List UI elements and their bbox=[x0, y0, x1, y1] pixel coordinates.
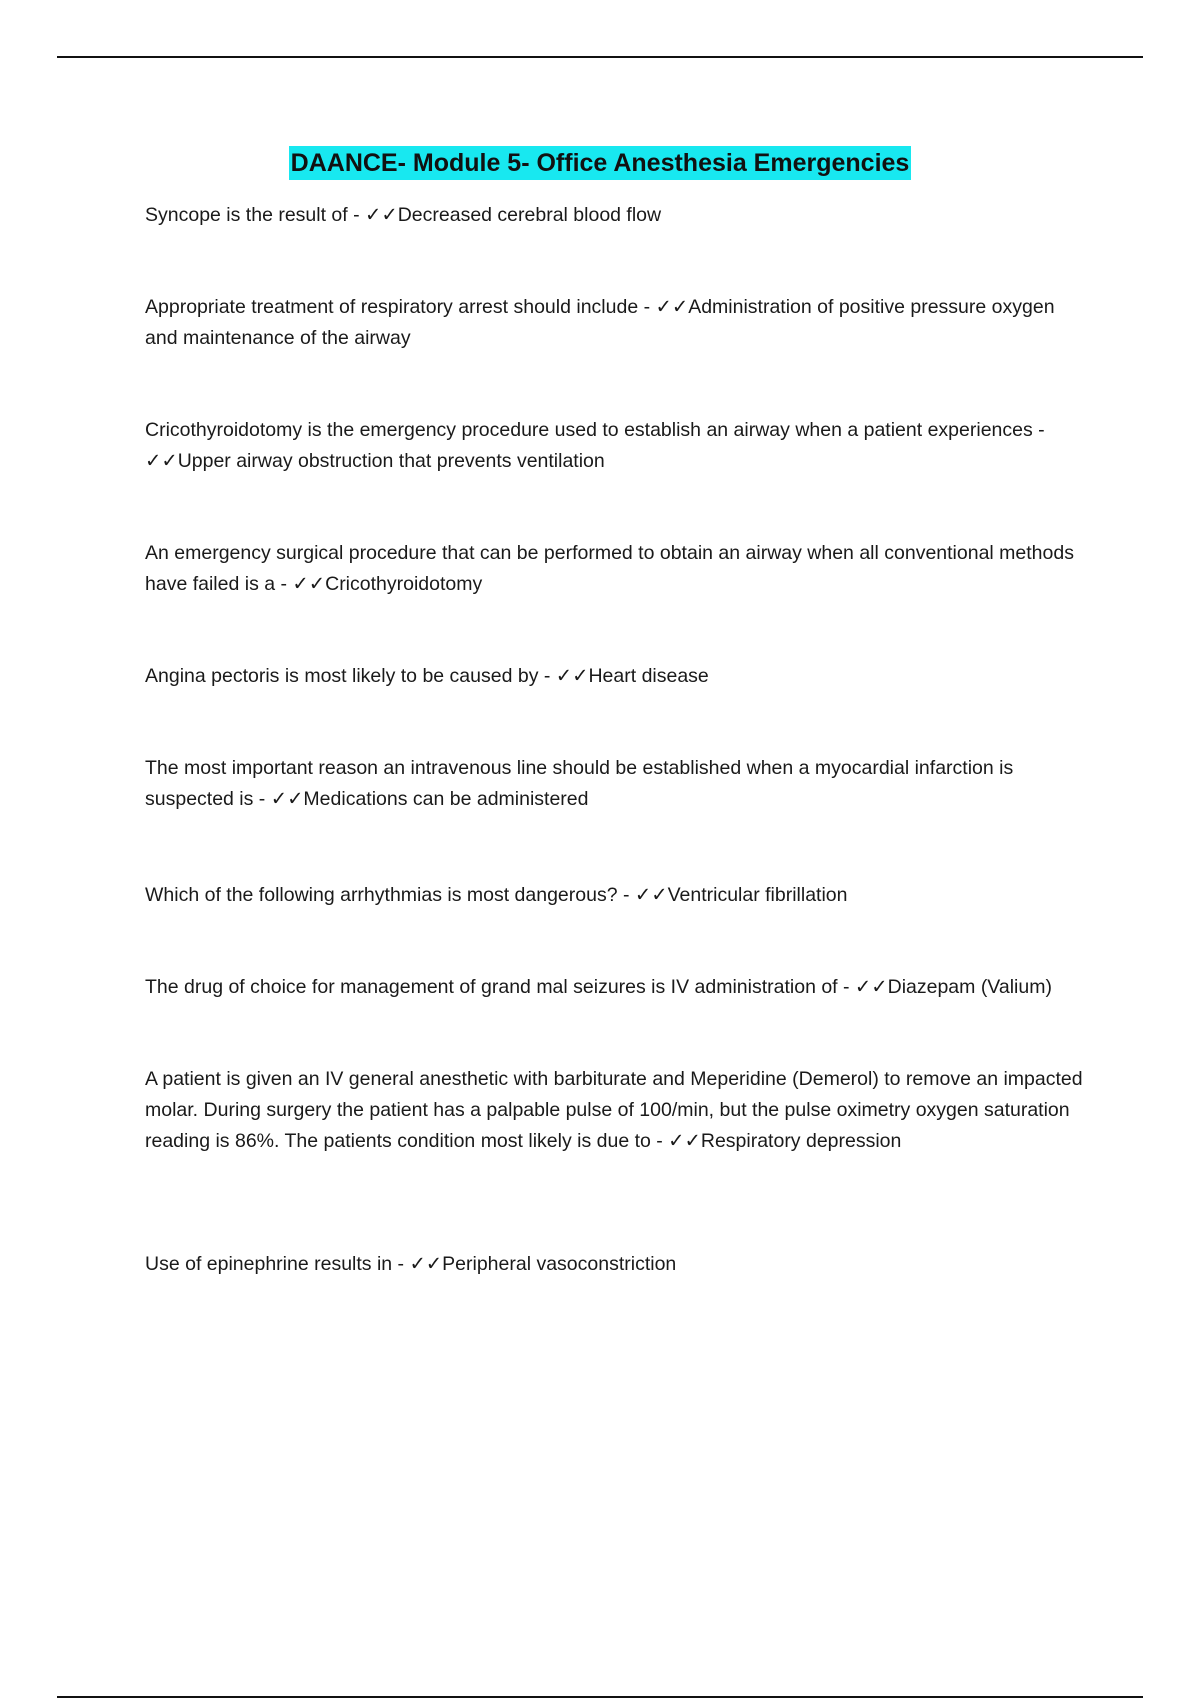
qa-item-8 bbox=[145, 972, 1085, 1003]
question-text: Cricothyroidotomy is the emergency procedure used to establish an airway when a patient experiences - bbox=[145, 419, 1045, 441]
answer-text: Heart disease bbox=[588, 665, 709, 687]
check-icon: ✓✓ bbox=[854, 976, 888, 998]
top-rule bbox=[57, 56, 1143, 58]
qa-item-1 bbox=[145, 200, 1085, 231]
document-title: DAANCE- Module 5- Office Anesthesia Emergencies bbox=[289, 146, 912, 180]
answer-text: Peripheral vasoconstriction bbox=[442, 1253, 677, 1275]
qa-item-6 bbox=[145, 753, 1085, 815]
check-icon: ✓✓ bbox=[145, 450, 178, 472]
qa-item-5 bbox=[145, 661, 1085, 692]
answer-text: Respiratory depression bbox=[700, 1130, 902, 1152]
qa-item-3 bbox=[145, 415, 1085, 477]
answer-text: Administration of positive pressure oxygen and maintenance of the airway bbox=[145, 296, 1055, 349]
answer-text: Cricothyroidotomy bbox=[325, 573, 483, 595]
qa-item-10 bbox=[145, 1249, 1085, 1280]
question-text: The drug of choice for management of grand mal seizures is IV administration of - bbox=[145, 976, 855, 998]
question-text: Syncope is the result of - bbox=[145, 204, 366, 226]
check-icon: ✓✓ bbox=[655, 296, 689, 318]
answer-text: Decreased cerebral blood flow bbox=[397, 204, 662, 226]
question-text: An emergency surgical procedure that can be performed to obtain an airway when all conventional methods have failed is a - bbox=[145, 542, 1074, 595]
question-text: A patient is given an IV general anesthetic with barbiturate and Meperidine (Demerol) to remove an impacted molar. During surgery the patient has a palpable pulse of 100/min, but the pulse oximetry oxygen saturation reading is 86%. The patients condition most likely is due to - bbox=[145, 1068, 1083, 1152]
question-text: Use of epinephrine results in - bbox=[145, 1253, 410, 1275]
question-text: Which of the following arrhythmias is most dangerous? - bbox=[145, 884, 635, 906]
title-container bbox=[0, 146, 1200, 180]
check-icon: ✓✓ bbox=[365, 204, 398, 226]
question-text: Angina pectoris is most likely to be caused by - bbox=[145, 665, 556, 687]
answer-text: Ventricular fibrillation bbox=[667, 884, 848, 906]
answer-text: Diazepam (Valium) bbox=[887, 976, 1052, 998]
question-text: The most important reason an intravenous line should be established when a myocardial infarction is suspected is - bbox=[145, 757, 1014, 810]
check-icon: ✓✓ bbox=[555, 665, 589, 687]
qa-item-2 bbox=[145, 292, 1085, 354]
qa-item-4 bbox=[145, 538, 1085, 600]
check-icon: ✓✓ bbox=[292, 573, 326, 595]
qa-item-9 bbox=[145, 1064, 1085, 1157]
answer-text: Medications can be administered bbox=[303, 788, 589, 810]
check-icon: ✓✓ bbox=[634, 884, 668, 906]
bottom-rule bbox=[57, 1696, 1143, 1698]
check-icon: ✓✓ bbox=[270, 788, 304, 810]
answer-text: Upper airway obstruction that prevents ventilation bbox=[177, 450, 605, 472]
question-text: Appropriate treatment of respiratory arrest should include - bbox=[145, 296, 656, 318]
check-icon: ✓✓ bbox=[409, 1253, 443, 1275]
qa-item-7 bbox=[145, 880, 1085, 911]
check-icon: ✓✓ bbox=[668, 1130, 701, 1152]
